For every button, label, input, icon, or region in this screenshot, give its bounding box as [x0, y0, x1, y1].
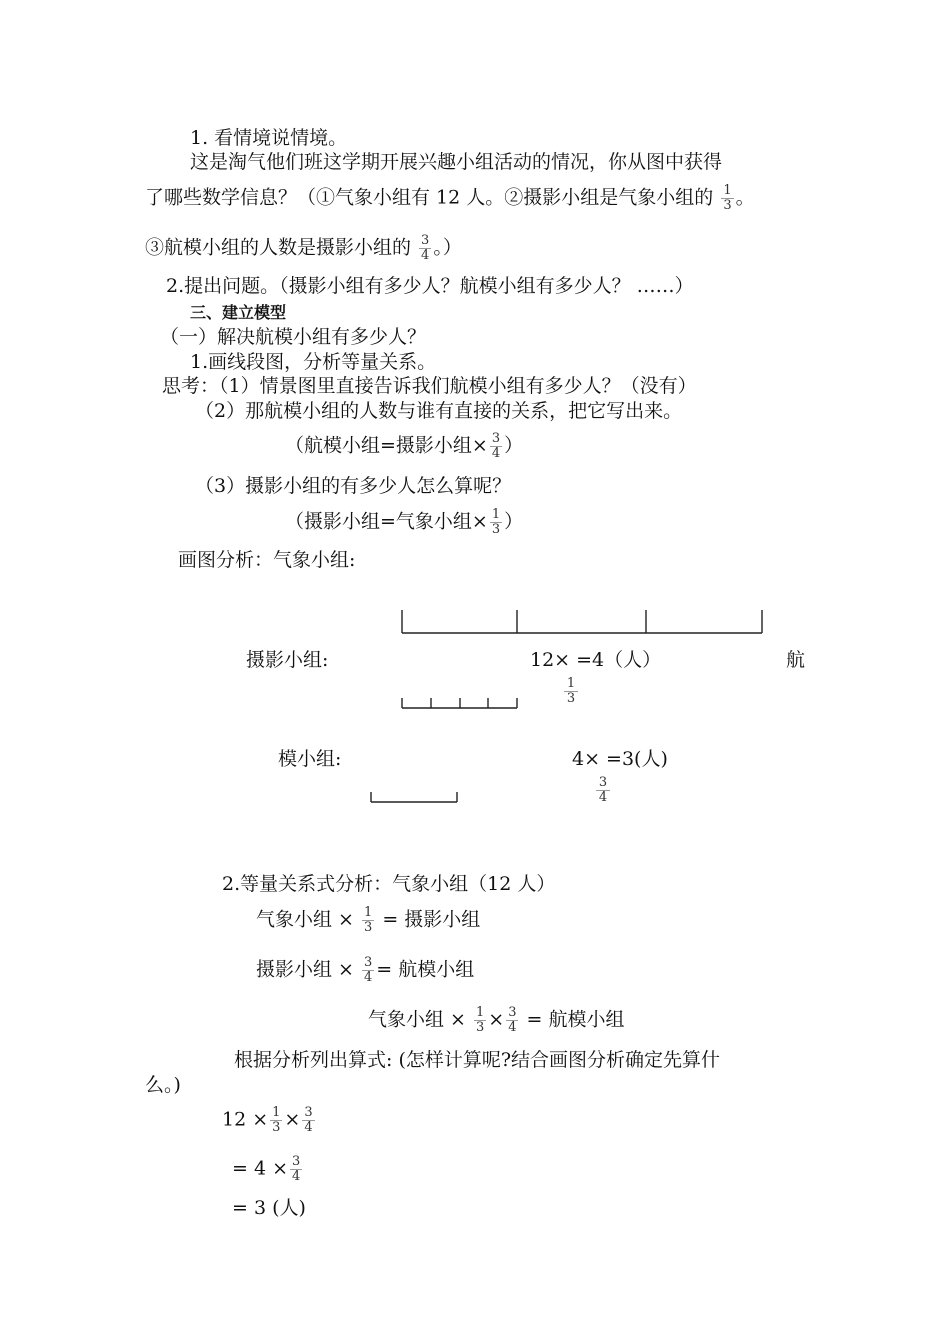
equation-3: 气象小组 × $\frac{1}{3}$ × $\frac{3}{4}$ = 航模小组	[368, 1005, 625, 1035]
fraction-1-3: $\frac{1}{3}$	[272, 1105, 281, 1135]
fraction-1-3: $\frac{1}{3}$	[364, 905, 373, 935]
equation-1: 气象小组 × $\frac{1}{3}$ = 摄影小组	[256, 905, 481, 935]
fraction-3-4: $\frac{3}{4}$	[421, 233, 430, 263]
list-line-1: 根据分析列出算式: (怎样计算呢?结合画图分析确定先算什	[234, 1049, 721, 1071]
analysis-label: 画图分析：气象小组:	[178, 549, 356, 571]
calc-model: 4× =3(人)	[572, 748, 668, 770]
fraction-3-4: 3 4	[596, 776, 610, 805]
fraction-1-3: $\frac{1}{3}$	[476, 1005, 485, 1035]
fraction-3-4: $\frac{3}{4}$	[292, 1154, 301, 1184]
fraction-1-3: $\frac{1}{3}$	[723, 183, 732, 213]
fraction-3-4: $\frac{3}{4}$	[304, 1105, 313, 1135]
item-1: 1. 看情境说情境。	[190, 127, 348, 149]
list-line-2: 么。)	[145, 1074, 181, 1096]
equation-2: 摄影小组 × $\frac{3}{4}$ = 航模小组	[256, 955, 475, 985]
calc-step-1: 12 × $\frac{1}{3}$ × $\frac{3}{4}$	[222, 1105, 313, 1135]
fraction-3-4: $\frac{3}{4}$	[364, 955, 373, 985]
hang-label: 航	[786, 649, 806, 671]
paragraph-line-3: ③航模小组的人数是摄影小组的 $\frac{3}{4}$ 。）	[145, 233, 462, 263]
fraction-3-4: $\frac{3}{4}$	[491, 431, 501, 461]
question-3: （3）摄影小组的有多少人怎么算呢？	[195, 475, 512, 497]
sub-heading: （一）解决航模小组有多少人？	[160, 326, 427, 348]
paragraph-line-1: 这是淘气他们班这学期开展兴趣小组活动的情况，你从图中获得	[190, 151, 723, 173]
calc-step-3: = 3 (人)	[232, 1197, 306, 1219]
equation-title: 2.等量关系式分析：气象小组（12 人）	[222, 873, 556, 895]
photo-group-label: 摄影小组:	[246, 649, 329, 671]
calc-step-2: = 4 × $\frac{3}{4}$	[232, 1154, 301, 1184]
question-1: 思考：（1）情景图里直接告诉我们航模小组有多少人？（没有）	[162, 375, 697, 397]
step-1: 1.画线段图，分析等量关系。	[190, 351, 437, 373]
item-2: 2.提出问题。（摄影小组有多少人？航模小组有多少人？ ……）	[166, 275, 694, 297]
model-group-label: 模小组:	[278, 748, 342, 770]
fraction-1-3: 1 3	[564, 677, 578, 706]
section-heading: 三、建立模型	[190, 303, 287, 322]
calc-photo: 12× =4（人）	[530, 649, 662, 671]
fraction-3-4: $\frac{3}{4}$	[508, 1005, 517, 1035]
answer-2: （航模小组=摄影小组× $\frac{3}{4}$ ）	[285, 431, 524, 461]
fraction-1-3: $\frac{1}{3}$	[491, 507, 501, 537]
answer-3: （摄影小组=气象小组× $\frac{1}{3}$ ）	[285, 507, 524, 537]
question-2: （2）那航模小组的人数与谁有直接的关系，把它写出来。	[195, 400, 683, 422]
paragraph-line-2: 了哪些数学信息？（①气象小组有 12 人。②摄影小组是气象小组的 $\frac{1}{3}$ 。	[145, 183, 755, 213]
